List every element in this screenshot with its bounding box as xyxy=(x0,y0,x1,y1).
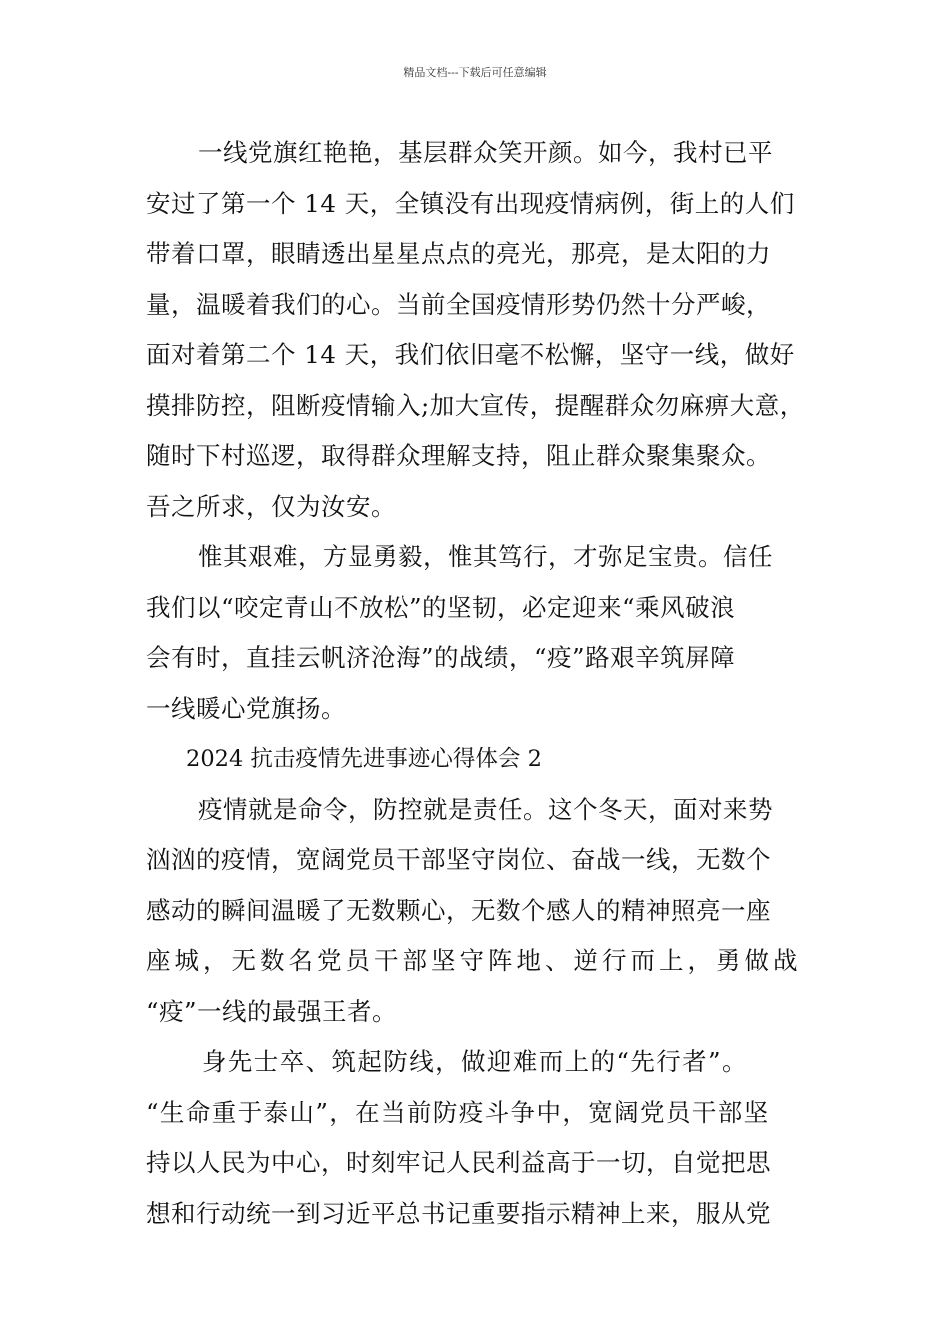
text-line: 感动的瞬间温暖了无数颗心，无数个感人的精神照亮一座 xyxy=(146,895,771,925)
text-line: 吾之所求，仅为汝安。 xyxy=(146,491,396,521)
text-line: 惟其艰难，方显勇毅，惟其笃行，才弥足宝贵。信任 xyxy=(198,542,773,571)
text-line: 汹汹的疫情，宽阔党员干部坚守岗位、奋战一线，无数个 xyxy=(146,845,771,874)
text-line: 疫情就是命令，防控就是责任。这个冬天，面对来势 xyxy=(198,794,773,824)
text-line: 安过了第一个 14 天，全镇没有出现疫情病例，街上的人们 xyxy=(146,188,795,218)
text-line: 身先士卒、筑起防线，做迎难而上的“先行者”。 xyxy=(202,1047,748,1076)
text-line: 量，温暖着我们的心。当前全国疫情形势仍然十分严峻， xyxy=(146,289,771,319)
page-header: 精品文档---下载后可任意编辑 xyxy=(403,66,547,79)
document-body xyxy=(146,128,826,1239)
text-line: 我们以“咬定青山不放松”的坚韧，必定迎来“乘风破浪 xyxy=(146,592,736,622)
text-line: “生命重于泰山”，在当前防疫斗争中，宽阔党员干部坚 xyxy=(146,1097,770,1127)
text-line: 一线暖心党旗扬。 xyxy=(146,693,346,723)
section-title: 2024 抗击疫情先进事迹心得体会 2 xyxy=(186,746,542,772)
text-line: 座城，无数名党员干部坚守阵地、逆行而上，勇做战 xyxy=(146,946,802,975)
text-line: 会有时，直挂云帆济沧海”的战绩，“疫”路艰辛筑屏障 xyxy=(146,643,736,672)
text-line: 持以人民为中心，时刻牢记人民利益高于一切，自觉把思 xyxy=(146,1148,771,1177)
text-line: 一线党旗红艳艳，基层群众笑开颜。如今，我村已平 xyxy=(198,138,773,167)
text-line: 想和行动统一到习近平总书记重要指示精神上来，服从党 xyxy=(146,1198,771,1228)
text-line: 带着口罩，眼睛透出星星点点的亮光，那亮，是太阳的力 xyxy=(146,239,771,268)
text-line: 摸排防控，阻断疫情输入;加大宣传，提醒群众勿麻痹大意， xyxy=(146,390,805,420)
text-line: 面对着第二个 14 天，我们依旧毫不松懈，坚守一线，做好 xyxy=(146,340,795,369)
text-line: 随时下村巡逻，取得群众理解支持，阻止群众聚集聚众。 xyxy=(146,441,771,470)
text-line: “疫”一线的最强王者。 xyxy=(146,996,398,1026)
